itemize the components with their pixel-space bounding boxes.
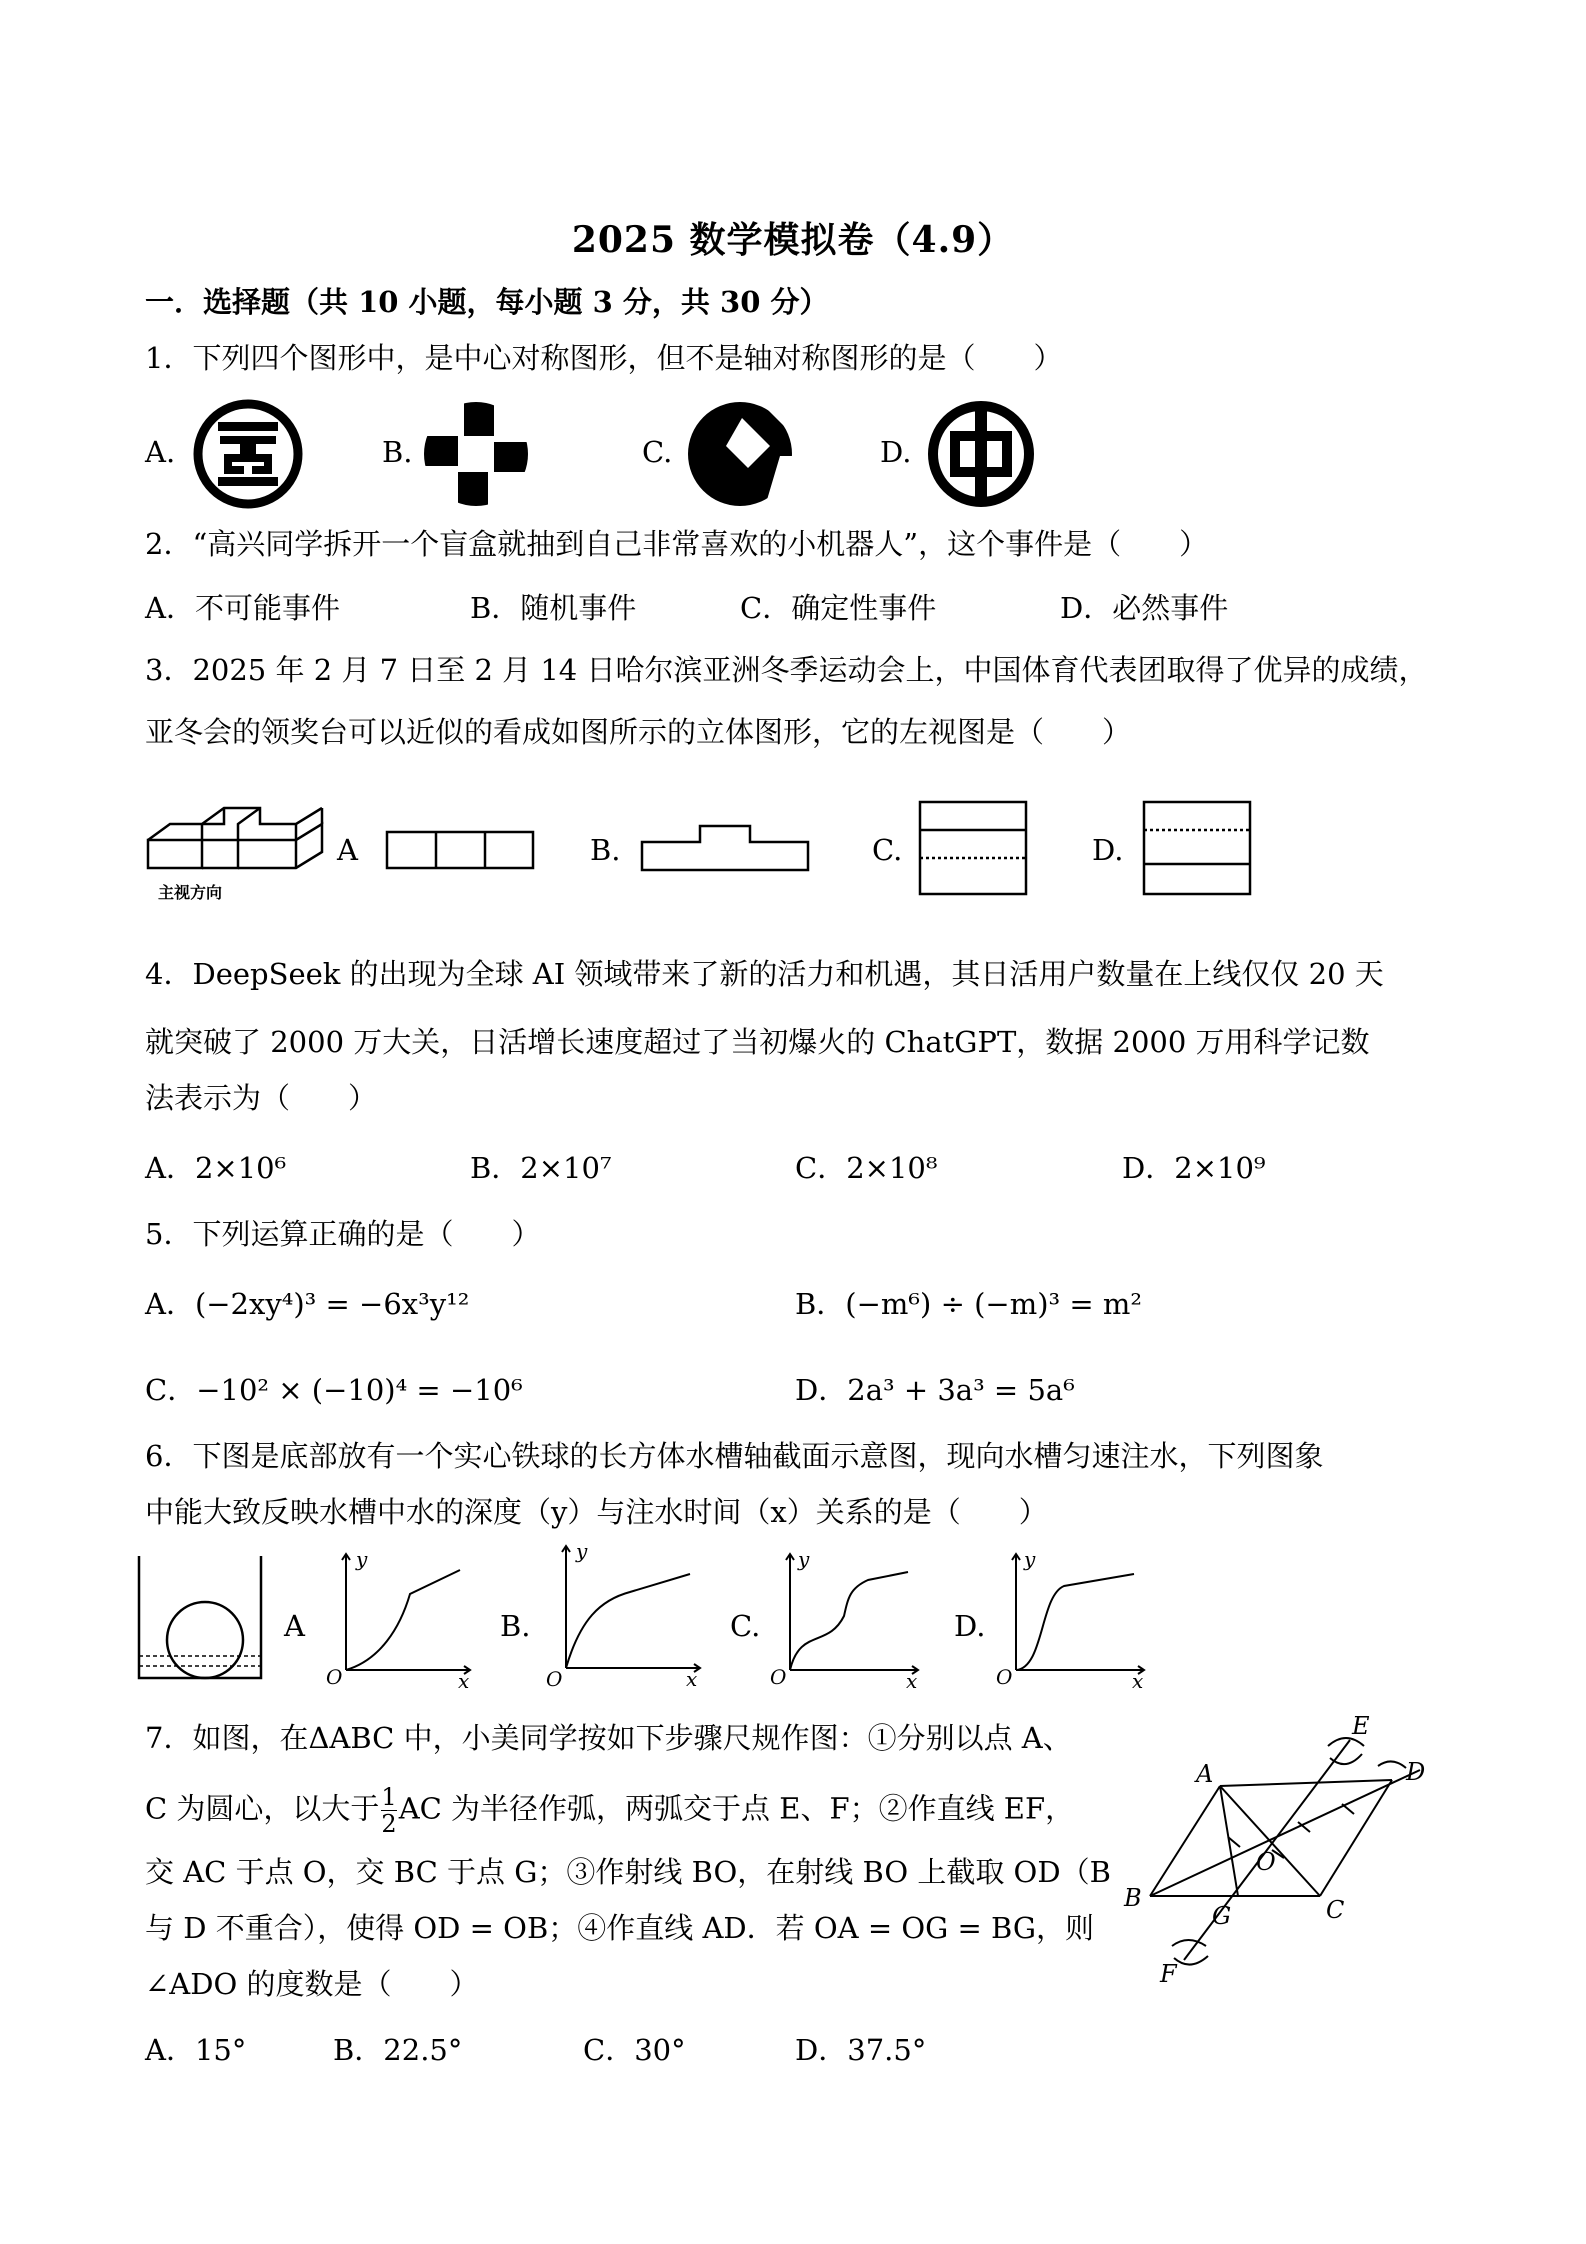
svg-text:D: D xyxy=(1406,1758,1426,1786)
q6-option-a-graph xyxy=(320,1548,480,1688)
q7-option-b: B．22.5° xyxy=(333,2033,463,2067)
svg-text:A: A xyxy=(1196,1760,1214,1788)
water-tank-figure xyxy=(135,1552,265,1682)
svg-text:x: x xyxy=(458,1669,470,1688)
q6-label-c: C. xyxy=(730,1609,761,1643)
q1-label-a: A. xyxy=(145,435,176,469)
svg-text:O: O xyxy=(770,1665,787,1688)
q5-option-a: A．(−2xy⁴)³ = −6x³y¹² xyxy=(145,1287,470,1321)
svg-text:x: x xyxy=(686,1667,698,1690)
q4-option-a: A．2×10⁶ xyxy=(145,1151,287,1185)
q5-option-b: B．(−m⁶) ÷ (−m)³ = m² xyxy=(795,1287,1143,1321)
svg-text:O: O xyxy=(1256,1848,1276,1876)
q1-label-b: B. xyxy=(382,435,413,469)
q3-option-d-figure xyxy=(1142,800,1252,896)
q4-stem-line3: 法表示为（ ） xyxy=(145,1081,378,1115)
q3-stem-line2: 亚冬会的领奖台可以近似的看成如图所示的立体图形，它的左视图是（ ） xyxy=(145,715,1132,749)
q6-label-b: B. xyxy=(500,1609,531,1643)
svg-text:F: F xyxy=(1160,1960,1177,1988)
bank-logo-d-icon xyxy=(925,398,1037,510)
svg-text:y: y xyxy=(576,1540,588,1563)
q2-option-d: D．必然事件 xyxy=(1060,591,1229,625)
bank-logo-b-icon xyxy=(420,398,532,510)
q7-stem-line3: 交 AC 于点 O，交 BC 于点 G；③作射线 BO，在射线 BO 上截取 OD（B xyxy=(145,1855,1111,1889)
svg-text:x: x xyxy=(906,1669,918,1688)
q2-option-b: B．随机事件 xyxy=(470,591,637,625)
svg-text:C: C xyxy=(1326,1896,1345,1924)
q4-stem-line2: 就突破了 2000 万大关，日活增长速度超过了当初爆火的 ChatGPT，数据 2000 万用科学记数 xyxy=(145,1025,1370,1059)
svg-text:O: O xyxy=(996,1665,1013,1688)
q7-option-c: C．30° xyxy=(583,2033,686,2067)
bank-logo-c-icon xyxy=(684,398,796,510)
fraction-one-half: $\frac{1}{2}$ xyxy=(381,1783,397,1838)
q4-option-c: C．2×10⁸ xyxy=(795,1151,938,1185)
q2-stem: 2．“高兴同学拆开一个盲盒就抽到自己非常喜欢的小机器人”，这个事件是（ ） xyxy=(145,527,1209,561)
svg-text:B: B xyxy=(1124,1884,1142,1912)
q7-stem-line1: 7．如图，在ΔABC 中，小美同学按如下步骤尺规作图：①分别以点 A、 xyxy=(145,1721,1072,1755)
q3-stem-line1: 3．2025 年 2 月 7 日至 2 月 14 日哈尔滨亚洲冬季运动会上，中国体育代表团取得了优异的成绩， xyxy=(145,653,1428,687)
q3-option-a-figure xyxy=(385,828,535,872)
section-heading: 一．选择题（共 10 小题，每小题 3 分，共 30 分） xyxy=(145,285,829,319)
q2-option-a: A．不可能事件 xyxy=(145,591,340,625)
bank-logo-a-icon xyxy=(192,398,304,510)
q3-label-d: D. xyxy=(1092,833,1124,867)
q6-option-b-graph xyxy=(540,1540,710,1690)
q2-option-c: C．确定性事件 xyxy=(740,591,937,625)
svg-text:y: y xyxy=(1024,1548,1036,1571)
q3-option-c-figure xyxy=(918,800,1028,896)
q1-stem: 1．下列四个图形中，是中心对称图形，但不是轴对称图形的是（ ） xyxy=(145,341,1063,375)
q5-option-d: D．2a³ + 3a³ = 5a⁶ xyxy=(795,1373,1075,1407)
q7-stem-line2: C 为圆心，以大于 $\frac{1}{2}$ AC 为半径作弧，两弧交于点 E、F；②作直线 EF， xyxy=(145,1783,1075,1838)
q6-label-a: A xyxy=(284,1609,305,1643)
q4-stem-line1: 4．DeepSeek 的出现为全球 AI 领域带来了新的活力和机遇，其日活用户数量在上线仅仅 20 天 xyxy=(145,957,1384,991)
q3-label-c: C. xyxy=(872,833,903,867)
q4-option-b: B．2×10⁷ xyxy=(470,1151,612,1185)
svg-text:O: O xyxy=(326,1665,343,1688)
q1-label-c: C. xyxy=(642,435,673,469)
svg-text:G: G xyxy=(1212,1902,1232,1930)
q3-label-b: B. xyxy=(590,833,621,867)
q6-option-d-graph xyxy=(994,1548,1154,1688)
page-title: 2025 数学模拟卷（4.9） xyxy=(571,219,1015,261)
q5-option-c: C．−10² × (−10)⁴ = −10⁶ xyxy=(145,1373,523,1407)
q3-label-a: A xyxy=(337,833,358,867)
q6-label-d: D. xyxy=(954,1609,986,1643)
q3-option-b-figure xyxy=(640,822,810,874)
q6-option-c-graph xyxy=(768,1548,928,1688)
geometry-construction-figure xyxy=(1120,1710,1450,1990)
svg-text:O: O xyxy=(546,1667,563,1690)
q6-stem-line1: 6．下图是底部放有一个实心铁球的长方体水槽轴截面示意图，现向水槽匀速注水，下列图象 xyxy=(145,1439,1324,1473)
podium-3d-figure xyxy=(140,790,340,910)
podium-caption: 主视方向 xyxy=(158,883,223,902)
q6-stem-line2: 中能大致反映水槽中水的深度（y）与注水时间（x）关系的是（ ） xyxy=(145,1495,1048,1529)
q5-stem: 5．下列运算正确的是（ ） xyxy=(145,1217,541,1251)
svg-text:x: x xyxy=(1132,1669,1144,1688)
q7-option-a: A．15° xyxy=(145,2033,247,2067)
q7-stem-line5: ∠ADO 的度数是（ ） xyxy=(145,1967,479,2001)
q7-option-d: D．37.5° xyxy=(795,2033,927,2067)
q4-option-d: D．2×10⁹ xyxy=(1122,1151,1266,1185)
q7-stem-line4: 与 D 不重合），使得 OD = OB；④作直线 AD．若 OA = OG = BG，则 xyxy=(145,1911,1095,1945)
svg-text:y: y xyxy=(356,1548,368,1571)
svg-text:E: E xyxy=(1352,1712,1370,1740)
svg-text:y: y xyxy=(798,1548,810,1571)
q1-label-d: D. xyxy=(880,435,912,469)
